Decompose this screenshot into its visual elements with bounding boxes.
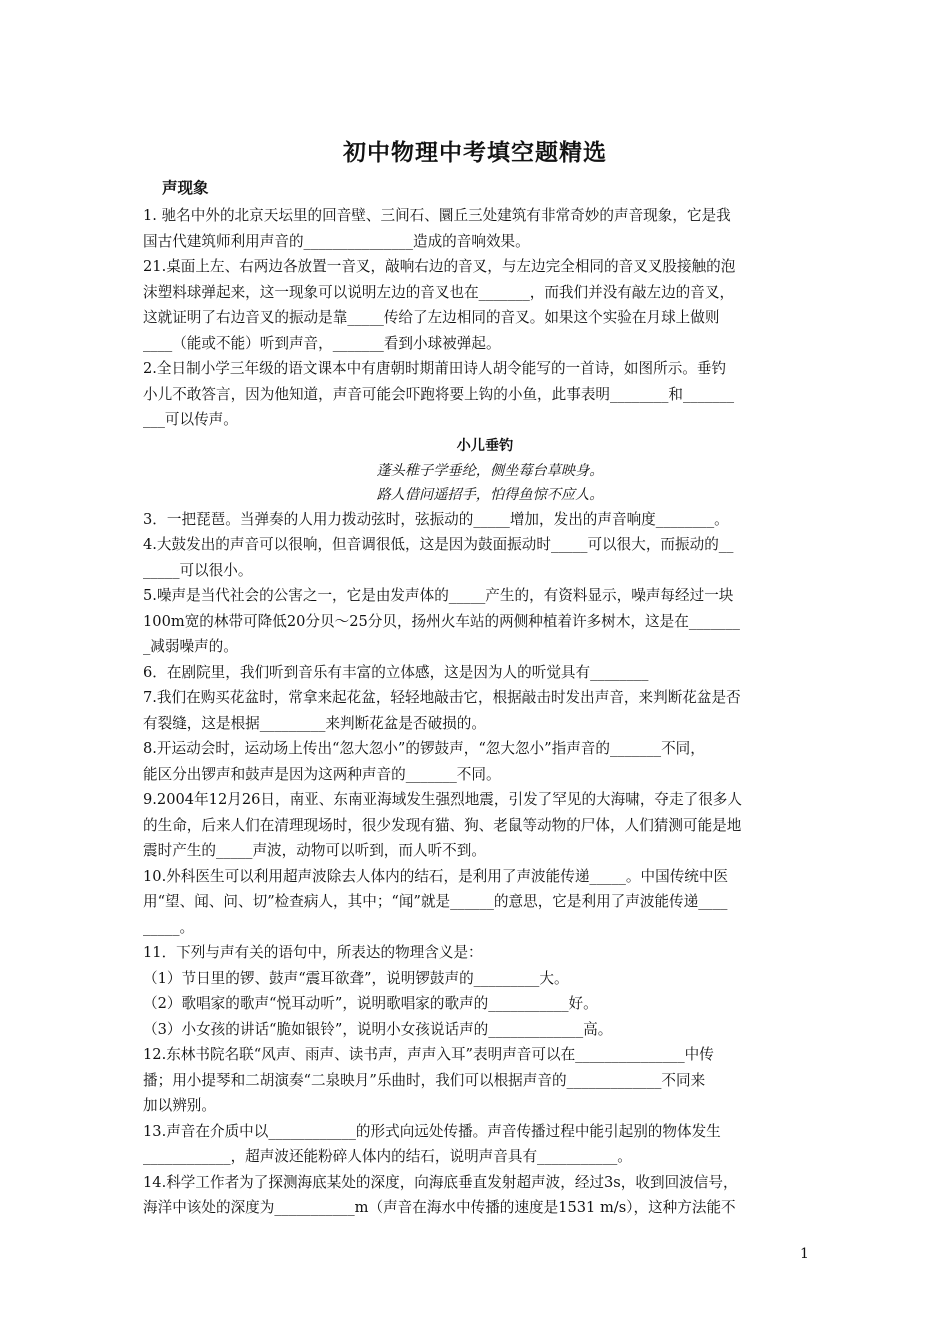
- text-line: 震时产生的_____声波，动物可以听到，而人听不到。: [143, 842, 486, 859]
- question-block-2: [143, 507, 823, 1221]
- text-line: 100m宽的林带可降低20分贝～25分贝，扬州火车站的两侧种植着许多树木，这是在_______: [143, 612, 740, 630]
- text-line: 6．在剧院里，我们听到音乐有丰富的立体感，这是因为人的听觉具有________: [143, 663, 649, 681]
- text-line: 加以辨别。: [143, 1097, 216, 1114]
- text-line: 这就证明了右边音叉的振动是靠_____传给了左边相同的音叉。如果这个实验在月球上做则: [143, 309, 720, 326]
- page-title: 初中物理中考填空题精选: [343, 140, 607, 166]
- text-line: 能区分出锣声和鼓声是因为这两种声音的_______不同。: [143, 765, 501, 783]
- text-line: 9.2004年12月26日，南亚、东南亚海域发生强烈地震，引发了罕见的大海啸，夺走了很多人: [143, 791, 742, 808]
- text-line: 12.东林书院名联“风声、雨声、读书声，声声入耳”表明声音可以在_______________中传: [143, 1046, 714, 1063]
- question-block-1: [143, 203, 823, 433]
- text-line: _减弱噪声的。: [143, 638, 238, 655]
- document-body: [143, 203, 823, 1221]
- text-line: 沫塑料球弹起来，这一现象可以说明左边的音叉也在_______，而我们并没有敲左边的音叉，: [143, 283, 735, 301]
- text-line: 有裂缝，这是根据_________来判断花盆是否破损的。: [143, 714, 486, 732]
- text-line: 1. 驰名中外的北京天坛里的回音壁、三间石、圜丘三处建筑有非常奇妙的声音现象，它是我: [143, 207, 731, 224]
- text-line: 11．下列与声有关的语句中，所表达的物理含义是：: [143, 944, 483, 961]
- text-line: 8.开运动会时，运动场上传出“忽大忽小”的锣鼓声，“忽大忽小”指声音的_______不同，: [143, 740, 705, 757]
- text-line: 小儿不敢答言，因为他知道，声音可能会吓跑将要上钩的小鱼，此事表明________和_______: [143, 385, 735, 403]
- text-line: 4.大鼓发出的声音可以很响，但音调很低，这是因为鼓面振动时_____可以很大，而振动的__: [143, 536, 734, 553]
- text-line: _____可以很小。: [143, 561, 253, 579]
- text-line: 2.全日制小学三年级的语文课本中有唐朝时期莆田诗人胡令能写的一首诗，如图所示。垂钓: [143, 360, 727, 377]
- text-line: 用“望、闻、问、切”检查病人，其中；“闻”就是______的意思，它是利用了声波能传递____: [143, 893, 728, 910]
- text-line: 14.科学工作者为了探测海底某处的深度，向海底垂直发射超声波，经过3s，收到回波信号，: [143, 1173, 738, 1191]
- page-number: 1: [800, 1246, 809, 1262]
- text-line: （3）小女孩的讲话“脆如银铃”，说明小女孩说话声的_____________高。: [143, 1020, 613, 1038]
- poem-title: 小儿垂钓: [456, 437, 514, 454]
- text-line: 播；用小提琴和二胡演奏“二泉映月”乐曲时，我们可以根据声音的_____________不同来: [143, 1071, 706, 1089]
- text-line: 13.声音在介质中以____________的形式向远处传播。声音传播过程中能引起别的物体发生: [143, 1122, 721, 1140]
- poem-line: 蓬头稚子学垂纶，侧坐莓台草映身。: [376, 462, 604, 479]
- text-line: _____。: [143, 918, 195, 936]
- text-line: （1）节日里的锣、鼓声“震耳欲聋”，说明锣鼓声的_________大。: [143, 969, 569, 987]
- text-line: 国古代建筑师利用声音的_______________造成的音响效果。: [143, 232, 530, 250]
- text-line: 海洋中该处的深度为___________m（声音在海水中传播的速度是1531 m/s），这种方法能不: [143, 1199, 736, 1216]
- text-line: 的生命，后来人们在清理现场时，很少发现有猫、狗、老鼠等动物的尸体，人们猜测可能是地: [143, 816, 742, 834]
- text-line: 21.桌面上左、右两边各放置一音叉，敲响右边的音叉，与左边完全相同的音叉叉股接触的泡: [143, 258, 736, 275]
- text-line: ____________，超声波还能粉碎人体内的结石，说明声音具有___________。: [143, 1148, 632, 1165]
- text-line: （2）歌唱家的歌声“悦耳动听”，说明歌唱家的歌声的___________好。: [143, 995, 598, 1012]
- text-line: 5.噪声是当代社会的公害之一，它是由发声体的_____产生的，有资料显示，噪声每经过一块: [143, 587, 734, 604]
- text-line: ____（能或不能）听到声音，_______看到小球被弹起。: [143, 334, 501, 352]
- section-heading: 声现象: [162, 179, 209, 197]
- text-line: 3．一把琵琶。当弹奏的人用力拨动弦时，弦振动的_____增加，发出的声音响度________。: [143, 510, 729, 528]
- text-line: 7.我们在购买花盆时，常拿来起花盆，轻轻地敲击它，根据敲击时发出声音，来判断花盆是否: [143, 689, 741, 706]
- text-line: 10.外科医生可以利用超声波除去人体内的结石，是利用了声波能传递_____。中国传统中医: [143, 867, 729, 885]
- poem-line: 路人借问遥招手，怕得鱼惊不应人。: [376, 486, 604, 503]
- text-line: ___可以传声。: [143, 411, 238, 428]
